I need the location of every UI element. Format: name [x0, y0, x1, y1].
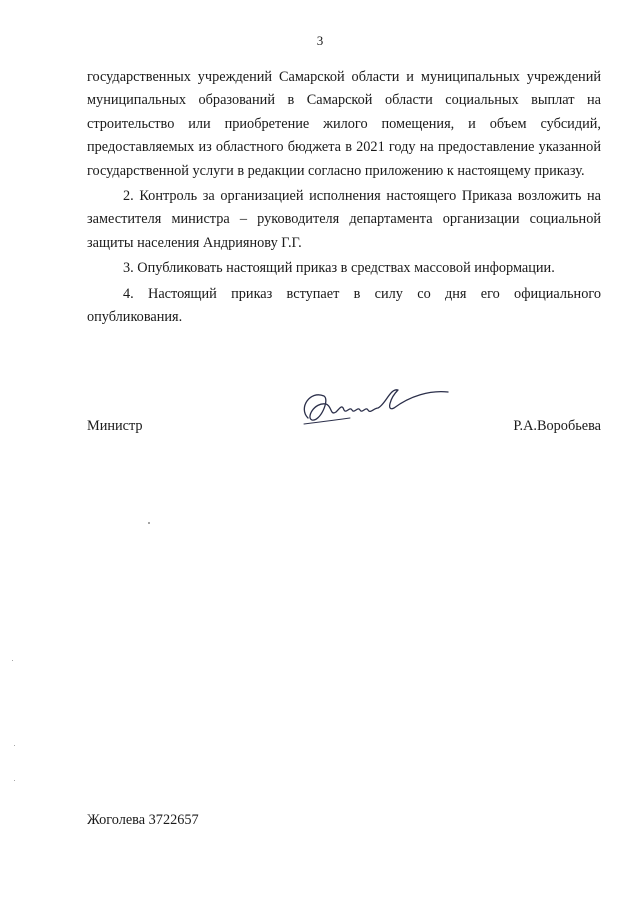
- scan-speck: [12, 660, 13, 661]
- scan-speck: [14, 745, 15, 746]
- signatory-title: Министр: [87, 418, 143, 434]
- document-body: [87, 66, 601, 331]
- scan-speck: [14, 780, 15, 781]
- signatory-name: Р.А.Воробьева: [513, 418, 601, 434]
- paragraph-item-2: 2. Контроль за организацией исполнения настоящего Приказа возложить на заместителя министра – руководителя департамента организации социальной защиты населения Андриянову Г.Г.: [87, 188, 601, 251]
- paragraph-item-3: 3. Опубликовать настоящий приказ в средствах массовой информации.: [123, 260, 555, 277]
- paragraph-item-4: 4. Настоящий приказ вступает в силу со дня его официального опубликования.: [87, 285, 601, 326]
- executor-contact: Жоголева 3722657: [87, 812, 199, 828]
- signature-block: [87, 418, 601, 448]
- page-number: 3: [316, 33, 324, 48]
- paragraph-continuation: государственных учреждений Самарской области и муниципальных учреждений муниципальных образований в Самарской области социальных выплат на строительство или приобретение жилого помещения, и объем субсидий, предоставляемых из областного бюджета в 2021 году на предоставление указанной государственной услуги в редакции согласно приложению к настоящему приказу.: [87, 69, 601, 179]
- scan-speck: [148, 522, 150, 524]
